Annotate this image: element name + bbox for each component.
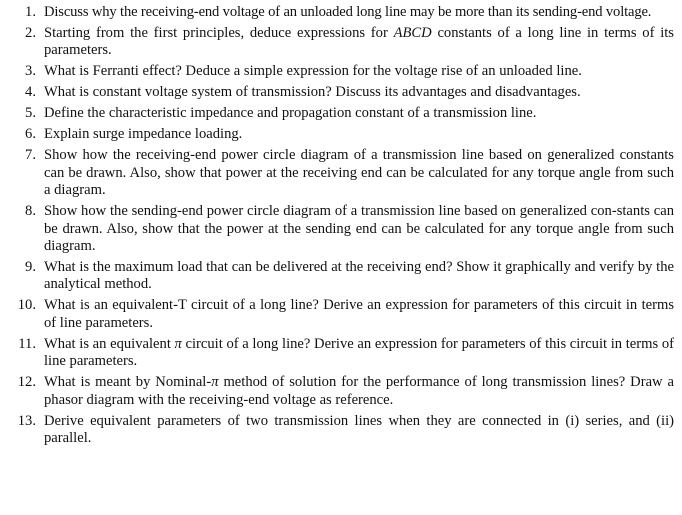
question-item <box>0 259 682 294</box>
question-text-italic: ABCD <box>393 25 432 41</box>
question-text-part: constants of a long line in terms of its parameters. <box>44 25 674 59</box>
question-number: 12. <box>17 374 36 391</box>
question-item <box>0 413 682 448</box>
question-text-part: What is meant by Nominal- <box>44 374 212 391</box>
question-text <box>44 25 674 58</box>
question-text-italic: π <box>211 374 219 391</box>
question-text-italic: π <box>174 335 182 352</box>
question-text-part: What is an equivalent <box>44 335 175 352</box>
question-text-part: method of solution for the performance of long transmission lines? Draw a phasor diagram with the receiving-end voltage as reference. <box>44 374 674 408</box>
question-text: What is the maximum load that can be delivered at the receiving end? Show it graphically and verify by the analytical method. <box>44 259 674 293</box>
question-number: 13. <box>17 412 36 429</box>
question-number: 3. <box>25 63 36 80</box>
question-item <box>0 147 682 199</box>
question-item <box>0 4 682 21</box>
question-text-part: Starting from the first principles, deduce expressions for <box>44 25 394 41</box>
question-number: 11. <box>18 335 36 352</box>
question-item <box>0 63 682 80</box>
question-number: 9. <box>25 259 36 276</box>
question-number: 5. <box>25 105 36 122</box>
question-text: What is an equivalent-T circuit of a long line? Derive an expression for parameters of this circuit in terms of line parameters. <box>44 297 674 331</box>
question-number: 10. <box>17 297 36 314</box>
question-text <box>44 374 674 407</box>
question-number: 8. <box>25 203 36 220</box>
question-item <box>0 84 682 101</box>
question-text: Explain surge impedance loading. <box>44 126 243 143</box>
question-text: What is constant voltage system of transmission? Discuss its advantages and disadvantages. <box>44 84 581 101</box>
question-item <box>0 25 682 60</box>
question-item <box>0 203 682 255</box>
question-item <box>0 126 682 143</box>
question-number: 6. <box>25 126 36 143</box>
question-text-part: circuit of a long line? Derive an expression for parameters of this circuit in terms of line parameters. <box>44 335 674 370</box>
question-number: 4. <box>25 84 36 101</box>
question-number: 2. <box>25 25 36 41</box>
question-text: Derive equivalent parameters of two transmission lines when they are connected in (i) series, and (ii) parallel. <box>44 412 674 447</box>
question-number: 7. <box>25 147 36 164</box>
question-item <box>0 336 682 371</box>
question-item <box>0 297 682 332</box>
question-number: 1. <box>25 4 36 20</box>
question-page <box>0 4 682 451</box>
question-text: Define the characteristic impedance and propagation constant of a transmission line. <box>44 105 537 122</box>
question-text: Show how the receiving-end power circle diagram of a transmission line based on generalized constants can be drawn. Also, show that power at the receiving end can be calculated for any torque angle from such a diagram. <box>44 147 674 199</box>
question-text: What is Ferranti effect? Deduce a simple expression for the voltage rise of an unloaded line. <box>44 63 582 80</box>
question-text: Discuss why the receiving-end voltage of an unloaded long line may be more than its sending-end voltage. <box>44 4 652 20</box>
question-item <box>0 374 682 409</box>
question-text <box>44 336 674 369</box>
question-list <box>0 4 682 447</box>
question-text: Show how the sending-end power circle diagram of a transmission line based on generalized con-stants can be drawn. Also, show that the power at the sending end can be calculated for any torque angle from such diagram. <box>44 203 674 255</box>
question-item <box>0 105 682 122</box>
